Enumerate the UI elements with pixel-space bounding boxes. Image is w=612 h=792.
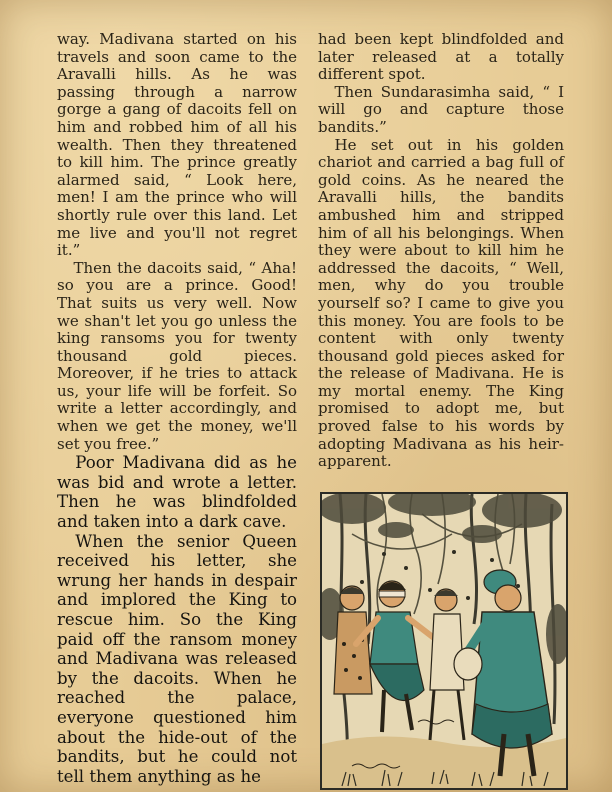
paragraph-sundarasimha-ambushed: He set out in his golden chariot and carried a bag full of gold coins. As he neared the Aravalli hills, the bandits ambushed him and stripped him of all his belongings. When they were about to kill him he addressed the dacoits, “ Well, men, why do you trouble yourself so? I came to give you this money. You are fools to be content with only twenty thousand gold pieces asked for the release of Madivana. He is my mortal enemy. The King promised to adopt me, but proved false to his words by adopting Madivana as his heir-apparent. <box>318 135 564 471</box>
story-illustration <box>320 492 568 790</box>
paragraph-released-elsewhere: had been kept blindfolded and later released at a totally different spot. <box>318 30 564 84</box>
paragraph-queen-letter: When the senior Queen received his letter, she wrung her hands in despair and implored the King to rescue him. So the King paid off the ransom money and Madivana was released by the dacoits. When he reached the palace, everyone questioned him about the hide-out of the bandits, but he could not tell them anything as he <box>57 531 297 786</box>
paragraph-madivana-robbed: way. Madivana started on his travels and soon came to the Aravalli hills. As he was passing through a narrow gorge a gang of dacoits fell on him and robbed him of all his wealth. Then they threatened to kill him. The prince greatly alarmed said, “ Look here, men! I am the prince who will shortly rule over this land. Let me live and you'll not regret it.” <box>57 30 297 260</box>
paragraph-dacoits-ransom: Then the dacoits said, “ Aha! so you are a prince. Good! That suits us very well. Now we shan't let you go unless the king ransoms you for twenty thousand gold pieces. Moreover, if he tries to attack us, your life will be forfeit. So write a letter accordingly, and when we get the money, we'll set you free.” <box>57 258 297 453</box>
left-text-column <box>57 31 297 786</box>
forest-bandits-illustration <box>322 494 566 788</box>
blindfold <box>379 591 405 597</box>
right-text-column <box>318 31 564 471</box>
coin-bag <box>454 648 482 680</box>
paragraph-blindfolded: Poor Madivana did as he was bid and wrote a letter. Then he was blindfolded and taken into a dark cave. <box>57 453 297 532</box>
paragraph-sundarasimha-vow: Then Sundarasimha said, “ I will go and capture those bandits.” <box>318 82 564 136</box>
